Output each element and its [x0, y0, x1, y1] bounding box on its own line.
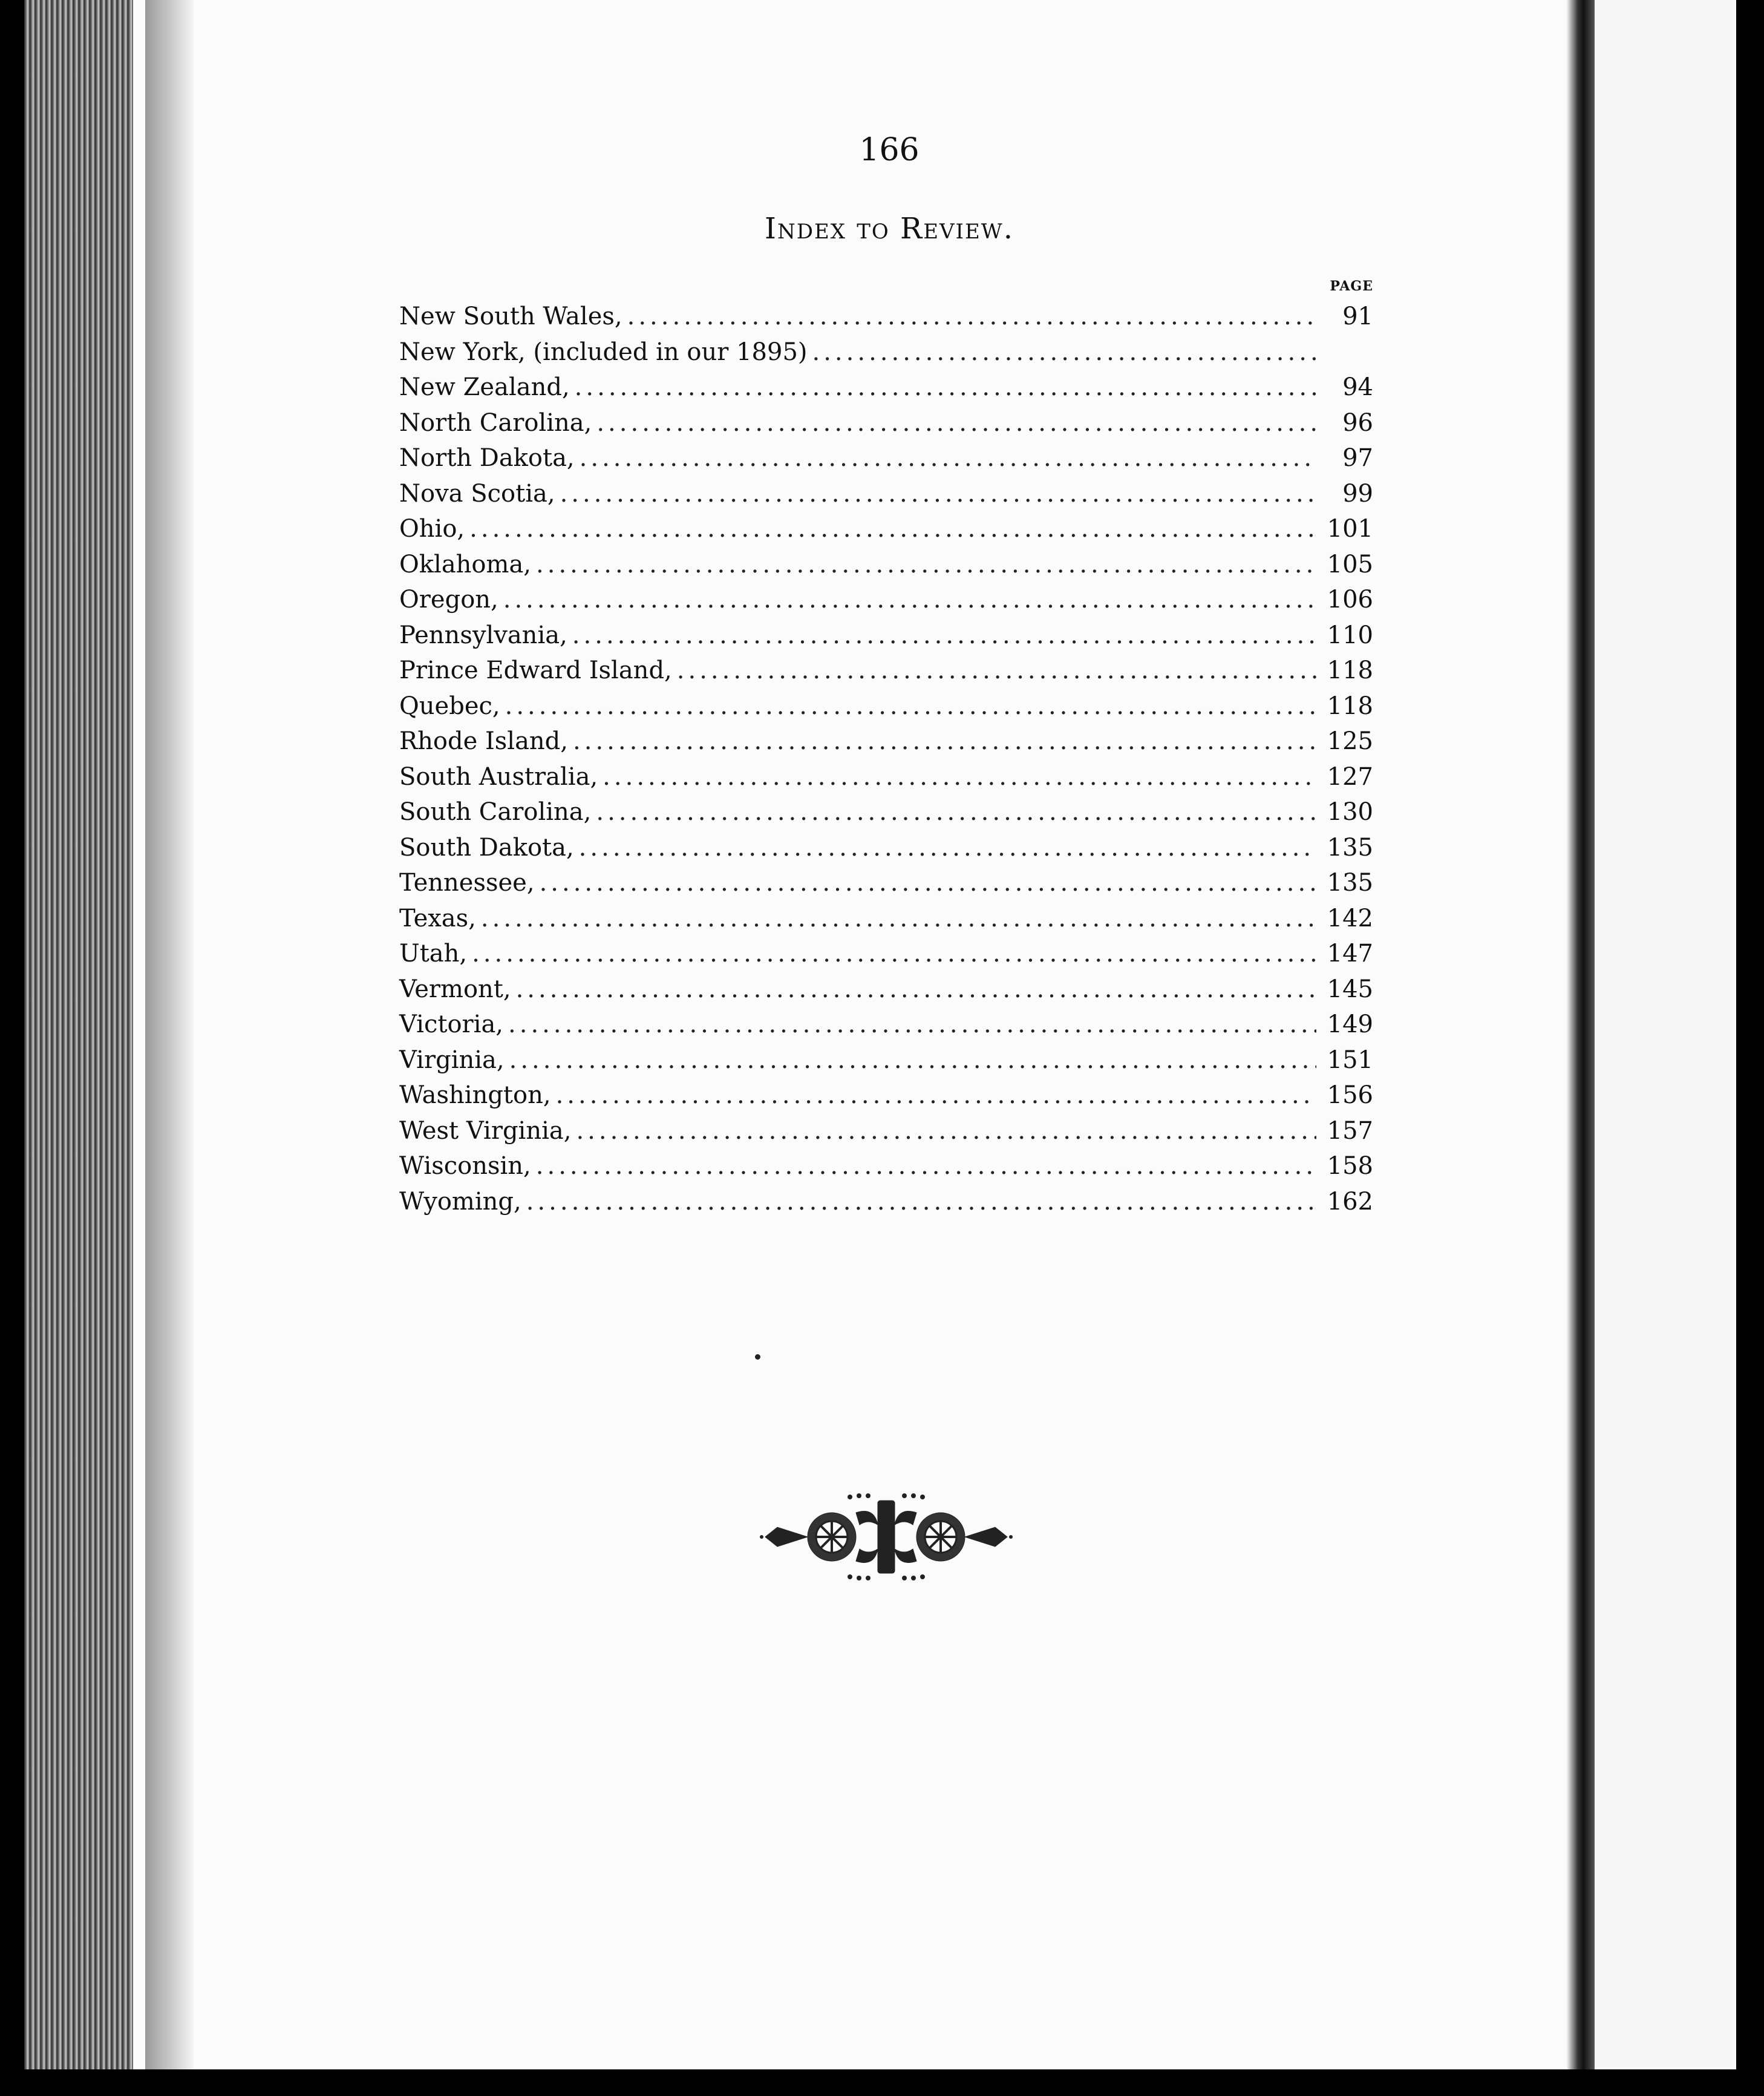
index-entry [399, 1010, 1373, 1046]
index-entry [399, 551, 1373, 586]
index-entry [399, 869, 1373, 905]
dot-leader [580, 444, 1316, 472]
index-entry [399, 798, 1373, 834]
index-entry-page: 149 [1327, 1010, 1373, 1038]
index-entry [399, 763, 1373, 799]
dot-leader [508, 1010, 1316, 1038]
index-entry [399, 692, 1373, 728]
index-entry [399, 940, 1373, 975]
page-column-heading: PAGE [1330, 278, 1373, 294]
index-entry-page: 151 [1327, 1046, 1373, 1074]
index-entry-name: Utah, [399, 940, 468, 968]
index-entry-name: South Carolina, [399, 798, 592, 826]
index-entry [399, 373, 1373, 409]
index-entry [399, 515, 1373, 551]
index-entry-name: North Dakota, [399, 444, 575, 472]
page-number: 166 [859, 132, 920, 168]
index-entry [399, 727, 1373, 763]
index-entry [399, 1152, 1373, 1188]
dot-leader [560, 480, 1316, 508]
index-entry-name: Wisconsin, [399, 1152, 531, 1180]
dot-leader [579, 834, 1316, 862]
index-entry-name: New Zealand, [399, 373, 570, 401]
index-entry-name: Prince Edward Island, [399, 657, 672, 684]
index-entry-page: 91 [1342, 303, 1373, 330]
index-entry-page: 135 [1327, 833, 1373, 862]
dot-leader [536, 1152, 1316, 1180]
index-entry [399, 1081, 1373, 1117]
index-entry-page: 99 [1342, 479, 1373, 508]
dot-leader [572, 621, 1316, 649]
index-entry-page: 130 [1327, 798, 1373, 826]
index-entry-name: South Australia, [399, 762, 598, 791]
index-entry-page: 135 [1327, 869, 1373, 897]
index-entry-name: Nova Scotia, [399, 479, 555, 508]
dot-leader [481, 905, 1316, 932]
facing-page-edge [1736, 0, 1764, 2096]
dot-leader [526, 1188, 1316, 1216]
index-entry-page: 105 [1327, 550, 1373, 578]
index-entry [399, 621, 1373, 657]
index-entry-page: 125 [1327, 727, 1373, 755]
page-title: Index to Review. [764, 212, 1014, 246]
index-entry-page: 101 [1327, 515, 1373, 543]
dot-leader [596, 798, 1316, 826]
index-entry-name: West Virginia, [399, 1116, 572, 1145]
index-entry-name: South Dakota, [399, 833, 574, 862]
index-entry-page: 94 [1342, 373, 1373, 401]
dot-leader [677, 657, 1316, 684]
index-entry-name: Rhode Island, [399, 727, 569, 755]
index-entry-page: 127 [1327, 762, 1373, 791]
index-entry-page: 142 [1327, 904, 1373, 932]
index-list [399, 303, 1373, 1223]
index-entry-name: Oregon, [399, 586, 498, 614]
ink-speck [755, 1354, 760, 1360]
index-entry-page: 106 [1327, 586, 1373, 614]
dot-leader [540, 869, 1316, 897]
dot-leader [573, 727, 1316, 755]
index-entry-name: Virginia, [399, 1046, 505, 1074]
book-gutter [1567, 0, 1595, 2096]
index-entry-name: Ohio, [399, 515, 465, 543]
index-entry-page: 110 [1327, 621, 1373, 649]
index-entry-name: New South Wales, [399, 303, 622, 330]
index-entry [399, 975, 1373, 1011]
dot-leader [516, 975, 1316, 1003]
index-entry-page: 118 [1327, 657, 1373, 684]
dot-leader [536, 551, 1316, 578]
index-entry-page: 118 [1327, 692, 1373, 720]
index-entry-name: New York, (included in our 1895) [399, 338, 808, 366]
index-entry-name: North Carolina, [399, 408, 592, 437]
dot-leader [596, 409, 1316, 437]
index-entry [399, 657, 1373, 692]
index-entry-page: 162 [1327, 1187, 1373, 1216]
dot-leader [812, 338, 1317, 366]
index-entry-page: 158 [1327, 1152, 1373, 1180]
dot-leader [503, 586, 1316, 614]
index-entry-name: Pennsylvania, [399, 621, 567, 649]
dot-leader [509, 1046, 1316, 1074]
index-entry [399, 586, 1373, 621]
index-entry-page: 96 [1342, 408, 1373, 437]
dot-leader [575, 373, 1316, 401]
index-entry [399, 338, 1373, 374]
dot-leader [472, 940, 1316, 968]
index-entry-page: 97 [1342, 444, 1373, 472]
dot-leader [603, 763, 1316, 791]
index-entry-page: 156 [1327, 1081, 1373, 1109]
index-entry-page: 145 [1327, 975, 1373, 1003]
dot-leader [469, 515, 1316, 543]
printers-ornament-icon [759, 1488, 1013, 1585]
index-entry [399, 1046, 1373, 1082]
index-entry [399, 444, 1373, 480]
scan-border [0, 2069, 1764, 2096]
index-entry [399, 834, 1373, 870]
dot-leader [627, 303, 1316, 330]
index-entry [399, 409, 1373, 445]
dot-leader [556, 1081, 1316, 1109]
index-entry-name: Quebec, [399, 692, 500, 720]
index-entry [399, 303, 1373, 338]
index-entry-name: Vermont, [399, 975, 511, 1003]
index-entry [399, 905, 1373, 940]
index-entry [399, 1188, 1373, 1223]
index-entry-name: Washington, [399, 1081, 551, 1109]
index-entry-page: 157 [1327, 1116, 1373, 1145]
index-entry-page: 147 [1327, 940, 1373, 968]
index-entry [399, 480, 1373, 516]
index-entry-name: Victoria, [399, 1010, 504, 1038]
dot-leader [576, 1117, 1316, 1145]
index-entry [399, 1117, 1373, 1153]
index-entry-name: Tennessee, [399, 869, 535, 897]
index-entry-name: Texas, [399, 904, 476, 932]
dot-leader [505, 692, 1316, 720]
index-entry-name: Wyoming, [399, 1187, 521, 1216]
index-entry-name: Oklahoma, [399, 550, 532, 578]
page-edge-shadow [145, 0, 194, 2096]
